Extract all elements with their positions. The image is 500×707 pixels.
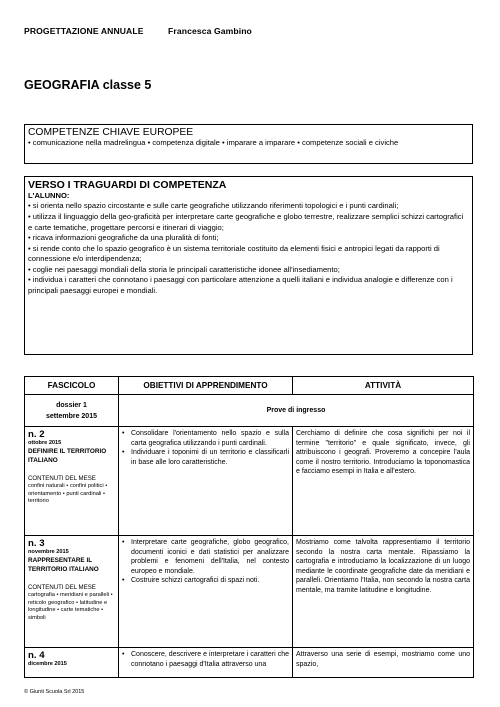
- header-section: PROGETTAZIONE ANNUALE: [24, 26, 144, 36]
- table-row: [25, 536, 474, 648]
- table-header-row: [25, 377, 474, 395]
- traguardi-item: • si rende conto che lo spazio geografico è un sistema territoriale costituito da elementi fisici e antropici legati da rapporti di connessione e/o interdipendenza;: [28, 243, 440, 264]
- dossier-date: settembre 2015: [46, 413, 97, 420]
- contenuti-text: cartografia • meridiani e paralleli • reticolo geografico • latitudine e longitudine • carte tematiche • simboli: [28, 592, 113, 621]
- obiettivo-item: • Conoscere, descrivere e interpretare i caratteri che connotano i paesaggi d'Italia attraverso una: [122, 650, 289, 669]
- programming-table: [24, 376, 474, 678]
- attivita-cell: Mostriamo come talvolta rappresentiamo il territorio secondo la nostra carta mentale. Ripassiamo la cartografia e introduciamo la localizzazione di un luogo mediante le coordinate geografiche date da meridiani e paralleli. Orientiamo l'Italia, non secondo la nostra carta mentale, ma tramite latitudine e longitudine.: [293, 536, 474, 648]
- page-title: GEOGRAFIA classe 5: [24, 78, 152, 92]
- traguardi-item: • si orienta nello spazio circostante e sulle carte geografiche utilizzando riferimenti topologici e i punti cardinali;: [28, 201, 399, 211]
- header-author: Francesca Gambino: [168, 26, 252, 36]
- fascicolo-cell: [25, 536, 119, 648]
- obiettivo-item: • Consolidare l'orientamento nello spazio e sulla carta geografica utilizzando i punti cardinali.: [122, 429, 289, 448]
- copyright-footer: © Giunti Scuola Srl 2015: [24, 689, 85, 695]
- fascicolo-number: n. 4: [28, 650, 45, 661]
- obiettivo-item: • Costruire schizzi cartografici di spazi noti.: [122, 576, 289, 586]
- traguardi-item: • individua i caratteri che connotano i paesaggi con particolare attenzione a quelli italiani e individua analogie e differenze con i principali paesaggi europei e mondiali.: [28, 275, 453, 295]
- fascicolo-topic: RAPPRESENTARE IL TERRITORIO ITALIANO: [28, 557, 99, 573]
- column-header-obiettivi: OBIETTIVI DI APPRENDIMENTO: [119, 377, 293, 395]
- obiettivo-item: • Individuare i toponimi di un territorio e classificarli in base alle loro caratteristiche.: [122, 448, 289, 467]
- competenze-heading: COMPETENZE CHIAVE EUROPEE: [28, 127, 194, 138]
- contenuti-label: CONTENUTI DEL MESE: [28, 475, 96, 482]
- attivita-cell: Attraverso una serie di esempi, mostriamo come uno spazio,: [293, 648, 474, 678]
- table-row: [25, 427, 474, 536]
- fascicolo-date: dicembre 2015: [28, 661, 67, 667]
- fascicolo-cell: [25, 648, 119, 678]
- obiettivo-item: • Interpretare carte geografiche, globo geografico, documenti iconici e dati statistici per analizzare problemi e fenomeni dell'Italia, nel contesto europeo e mondiale.: [122, 538, 289, 576]
- page-header: [24, 26, 252, 36]
- table-row: [25, 648, 474, 678]
- traguardi-item: • coglie nei paesaggi mondiali della storia le principali caratteristiche idonee all'insediamento;: [28, 264, 340, 274]
- fascicolo-date: ottobre 2015: [28, 440, 62, 446]
- contenuti-text: confini naturali • confini politici • orientamento • punti cardinali • territorio: [28, 483, 108, 505]
- table-row-dossier: [25, 395, 474, 427]
- column-header-attivita: ATTIVITÀ: [293, 377, 474, 395]
- fascicolo-cell: [25, 427, 119, 536]
- obiettivi-cell: [119, 536, 293, 648]
- obiettivi-cell: [119, 427, 293, 536]
- dossier-number: dossier 1: [56, 402, 87, 409]
- fascicolo-date: novembre 2015: [28, 549, 69, 555]
- competenze-box: [24, 124, 473, 164]
- prove-ingresso: Prove di ingresso: [119, 395, 474, 427]
- competenze-text: • comunicazione nella madrelingua • competenza digitale • imparare a imparare • competenze sociali e civiche: [28, 138, 399, 147]
- traguardi-box: [24, 176, 473, 355]
- traguardi-item: • ricava informazioni geografiche da una pluralità di fonti;: [28, 233, 219, 243]
- traguardi-item: • utilizza il linguaggio della geo-graficità per interpretare carte geografiche e globo terrestre, realizzare semplici schizzi cartografici e carte tematiche, progettare percorsi e itinerari di viaggio;: [28, 211, 464, 232]
- column-header-fascicolo: FASCICOLO: [25, 377, 119, 395]
- traguardi-label: L'ALUNNO:: [28, 191, 70, 200]
- fascicolo-number: n. 3: [28, 538, 45, 549]
- contenuti-label: CONTENUTI DEL MESE: [28, 584, 96, 591]
- fascicolo-number: n. 2: [28, 429, 45, 440]
- traguardi-heading: VERSO I TRAGUARDI DI COMPETENZA: [28, 179, 227, 191]
- attivita-cell: Cerchiamo di definire che cosa significhi per noi il termine "territorio" e quale significato, invece, gli attribuiscono i geografi. Proveremo a concepire l'aula come il nostro territorio. Introduciamo la toponomastica e facciamo esempi in Italia e all'estero.: [293, 427, 474, 536]
- dossier-cell: [25, 395, 119, 427]
- fascicolo-topic: DEFINIRE IL TERRITORIO ITALIANO: [28, 448, 107, 464]
- obiettivi-cell: [119, 648, 293, 678]
